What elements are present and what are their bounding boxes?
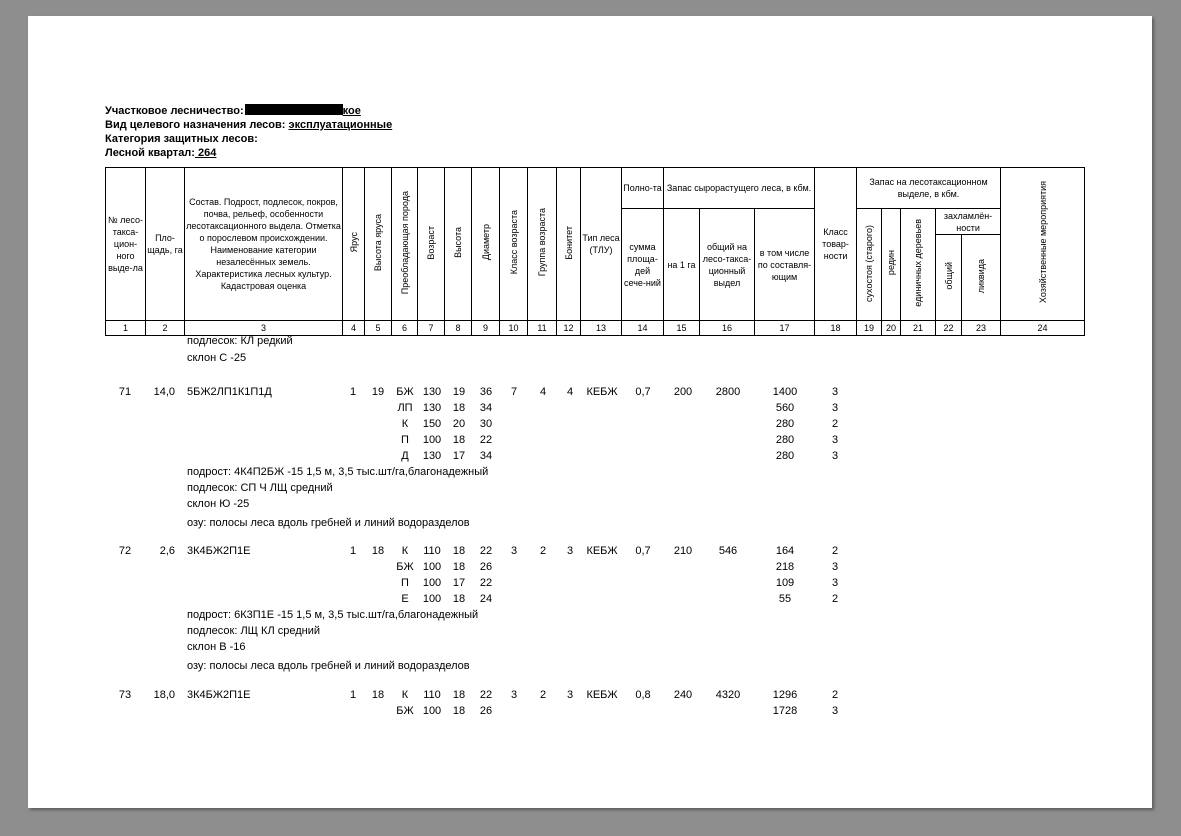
vydel-note: подлесок: ЛЩ КЛ средний	[187, 625, 320, 638]
col-header-yarus-text: Ярус	[348, 232, 359, 253]
species-zapas: 280	[775, 450, 795, 462]
vydel-zapas-na1ga: 240	[673, 689, 693, 701]
species-vysota: 19	[452, 386, 466, 398]
col-header-vozrast	[418, 168, 445, 321]
species-vysota: 18	[452, 705, 466, 717]
species-diametr: 34	[479, 450, 493, 462]
species-poroda: П	[401, 434, 409, 446]
col-header-klass-vozrasta-text: Класс возраста	[508, 210, 519, 275]
col-header-poroda-text: Преобладающая порода	[399, 190, 410, 295]
species-poroda: К	[401, 545, 409, 557]
species-diametr: 36	[479, 386, 493, 398]
species-vysota: 18	[452, 593, 466, 605]
vydel-polnota: 0,7	[635, 545, 651, 557]
species-klass-tovarnosti: 3	[831, 450, 839, 462]
col-header-redin-text: редин	[886, 250, 897, 276]
species-diametr: 22	[479, 577, 493, 589]
col-header-na1ga: на 1 га	[664, 209, 700, 321]
species-vozrast: 130	[422, 386, 442, 398]
species-poroda: П	[401, 577, 409, 589]
vydel-tip-lesa: КЕБЖ	[586, 689, 618, 701]
col-header-redin	[882, 209, 901, 321]
species-zapas: 218	[775, 561, 795, 573]
column-number: 7	[418, 321, 445, 336]
vydel-klass-vozrasta: 3	[510, 689, 518, 701]
vydel-tip-lesa: КЕБЖ	[586, 386, 618, 398]
vydel-vys-yarusa: 18	[371, 689, 385, 701]
col-header-yarus	[343, 168, 365, 321]
species-vozrast: 150	[422, 418, 442, 430]
species-vozrast: 130	[422, 450, 442, 462]
kategoriya-label: Категория защитных лесов:	[105, 133, 258, 145]
col-header-klass-vozrasta	[500, 168, 528, 321]
vydel-zapas-obshiy: 2800	[715, 386, 741, 398]
vydel-vys-yarusa: 18	[371, 545, 385, 557]
document-page	[28, 16, 1152, 808]
vydel-yarus: 1	[349, 386, 357, 398]
vydel-zapas-obshiy: 4320	[715, 689, 741, 701]
species-vozrast: 100	[422, 434, 442, 446]
col-header-gruppa	[528, 168, 557, 321]
column-number: 21	[901, 321, 936, 336]
col-header-klass-tovarnosti: Класс товар-ности	[815, 168, 857, 321]
species-diametr: 24	[479, 593, 493, 605]
species-vysota: 18	[452, 402, 466, 414]
col-header-likvida	[962, 235, 1001, 321]
col-header-area: Пло-щадь, га	[146, 168, 185, 321]
prev-podlesok: подлесок: КЛ редкий	[187, 335, 293, 347]
species-zapas: 280	[775, 418, 795, 430]
col-header-diametr	[472, 168, 500, 321]
table-header	[105, 167, 1085, 336]
vydel-vys-yarusa: 19	[371, 386, 385, 398]
species-klass-tovarnosti: 2	[831, 545, 839, 557]
column-number: 10	[500, 321, 528, 336]
redaction-bar	[245, 104, 343, 115]
col-header-sostavlyayushie: в том числе по составля-ющим	[755, 209, 815, 321]
vydel-number: 72	[118, 545, 132, 557]
species-vysota: 18	[452, 545, 466, 557]
column-number: 19	[857, 321, 882, 336]
col-header-diametr-text: Диаметр	[480, 224, 491, 261]
col-header-bonitet-text: Бонитет	[563, 225, 574, 260]
col-header-zapas-vydel: Запас на лесотаксационном выделе, в кбм.	[857, 168, 1001, 209]
species-vozrast: 100	[422, 593, 442, 605]
col-header-zahl: захламлён-ности	[936, 209, 1001, 235]
column-number: 3	[185, 321, 343, 336]
species-poroda: БЖ	[396, 386, 414, 398]
species-klass-tovarnosti: 3	[831, 705, 839, 717]
species-klass-tovarnosti: 2	[831, 418, 839, 430]
species-diametr: 22	[479, 689, 493, 701]
species-diametr: 22	[479, 434, 493, 446]
vydel-yarus: 1	[349, 545, 357, 557]
column-number: 23	[962, 321, 1001, 336]
vydel-note: подрост: 4К4П2БЖ -15 1,5 м, 3,5 тыс.шт/га,благонадежный	[187, 466, 489, 478]
col-header-vys-yarusa	[365, 168, 392, 321]
column-number: 12	[557, 321, 581, 336]
column-number: 4	[343, 321, 365, 336]
species-vysota: 17	[452, 450, 466, 462]
species-diametr: 26	[479, 705, 493, 717]
vydel-note: склон В -16	[187, 641, 246, 654]
species-vozrast: 110	[423, 545, 441, 557]
kvartal-label: Лесной квартал:	[105, 147, 195, 159]
col-header-vydel: № лесо-такса-цион-ного выде-ла	[106, 168, 146, 321]
col-header-bonitet	[557, 168, 581, 321]
species-zapas: 1296	[772, 689, 798, 701]
vydel-area: 18,0	[153, 689, 175, 701]
col-header-meropriyatiya	[1001, 168, 1085, 321]
column-number: 13	[581, 321, 622, 336]
col-header-obshiy: общий на лесо-такса-ционный выдел	[700, 209, 755, 321]
vydel-yarus: 1	[349, 689, 357, 701]
vydel-sostav: 3К4БЖ2П1Е	[187, 545, 251, 557]
species-poroda: БЖ	[396, 561, 414, 573]
col-header-edinichnyh-text: единичных деревьев	[913, 219, 924, 307]
species-vozrast: 100	[422, 705, 442, 717]
col-header-suhostoy	[857, 209, 882, 321]
species-poroda: К	[401, 418, 409, 430]
species-vozrast: 110	[423, 689, 441, 701]
col-header-zahl-obshiy-text: общий	[943, 262, 954, 290]
species-klass-tovarnosti: 3	[831, 386, 839, 398]
vid-value: эксплуатационные	[288, 119, 393, 131]
column-number: 24	[1001, 321, 1085, 336]
col-header-likvida-text: ликвида	[976, 258, 987, 294]
col-header-vysota	[445, 168, 472, 321]
species-poroda: К	[401, 689, 409, 701]
species-poroda: БЖ	[396, 705, 414, 717]
species-diametr: 30	[479, 418, 493, 430]
column-number: 14	[622, 321, 664, 336]
vydel-area: 14,0	[153, 386, 175, 398]
column-number: 20	[882, 321, 901, 336]
species-klass-tovarnosti: 3	[831, 577, 839, 589]
vydel-bonitet: 3	[566, 689, 574, 701]
column-number: 1	[106, 321, 146, 336]
vydel-note: подрост: 6К3П1Е -15 1,5 м, 3,5 тыс.шт/га,благонадежный	[187, 609, 479, 621]
vydel-gruppa: 4	[539, 386, 547, 398]
col-header-vysota-text: Высота	[453, 227, 463, 258]
vydel-number: 73	[118, 689, 132, 701]
species-vozrast: 130	[422, 402, 442, 414]
vydel-polnota: 0,7	[635, 386, 651, 398]
vydel-polnota: 0,8	[635, 689, 651, 701]
col-header-gruppa-text: Группа возраста	[537, 208, 547, 277]
vydel-bonitet: 4	[566, 386, 574, 398]
species-vozrast: 100	[422, 577, 442, 589]
vydel-sostav: 3К4БЖ2П1Е	[187, 689, 251, 701]
column-number: 15	[664, 321, 700, 336]
col-header-meropriyatiya-text: Хозяйственные мероприятия	[1037, 181, 1048, 304]
vydel-note: склон Ю -25	[187, 498, 250, 511]
col-header-sostav: Состав. Подрост, подлесок, покров, почва, рельеф, особенности лесотаксационного выдела. Отметка о порослевом происхождении. Наименование категории незалесённых земель. Характеристика лесных культур. Кадастровая оценка	[185, 168, 343, 321]
species-zapas: 560	[775, 402, 795, 414]
species-diametr: 22	[479, 545, 493, 557]
column-number: 11	[528, 321, 557, 336]
column-number: 6	[392, 321, 418, 336]
vydel-zapas-na1ga: 210	[673, 545, 693, 557]
document-header	[105, 104, 392, 160]
kvartal-value: 264	[194, 147, 217, 159]
species-klass-tovarnosti: 3	[831, 434, 839, 446]
species-klass-tovarnosti: 3	[831, 402, 839, 414]
lesnichestvo-tail: кое	[342, 105, 361, 117]
vydel-area: 2,6	[159, 545, 175, 557]
species-diametr: 34	[479, 402, 493, 414]
col-header-zapas: Запас сырорастущего леса, в кбм.	[664, 168, 815, 209]
species-poroda: ЛП	[397, 402, 413, 414]
species-zapas: 109	[775, 577, 795, 589]
vydel-gruppa: 2	[539, 689, 547, 701]
species-vysota: 18	[452, 561, 466, 573]
species-vysota: 20	[452, 418, 466, 430]
col-header-suhostoy-text: сухостоя (старого)	[864, 224, 875, 302]
col-header-vys-yarusa-text: Высота яруса	[373, 213, 383, 272]
column-number: 22	[936, 321, 962, 336]
col-header-polnota: Полно-та	[622, 168, 664, 209]
species-klass-tovarnosti: 3	[831, 561, 839, 573]
lesnichestvo-label: Участковое лесничество:	[105, 105, 244, 117]
kvartal-row	[105, 146, 392, 160]
vid-label: Вид целевого назначения лесов:	[105, 119, 289, 131]
column-number: 2	[146, 321, 185, 336]
vid-row	[105, 118, 392, 132]
column-number: 17	[755, 321, 815, 336]
species-klass-tovarnosti: 2	[831, 593, 839, 605]
species-vysota: 18	[452, 434, 466, 446]
lesnichestvo-row	[105, 104, 392, 118]
vydel-note: озу: полосы леса вдоль гребней и линий водоразделов	[187, 516, 470, 529]
species-zapas: 280	[775, 434, 795, 446]
vydel-gruppa: 2	[539, 545, 547, 557]
species-zapas: 164	[775, 545, 795, 557]
col-header-poroda	[392, 168, 418, 321]
column-number: 8	[445, 321, 472, 336]
col-header-summa: сумма площа-дей сече-ний	[622, 209, 664, 321]
vydel-tip-lesa: КЕБЖ	[586, 545, 618, 557]
species-klass-tovarnosti: 2	[831, 689, 839, 701]
kategoriya-row	[105, 132, 392, 146]
species-zapas: 1728	[772, 705, 798, 717]
column-number: 9	[472, 321, 500, 336]
vydel-sostav: 5БЖ2ЛП1К1П1Д	[187, 386, 272, 398]
prev-sklon: склон С -25	[187, 352, 247, 364]
vydel-number: 71	[118, 386, 132, 398]
column-number: 16	[700, 321, 755, 336]
col-header-tip: Тип леса (ТЛУ)	[581, 168, 622, 321]
vydel-klass-vozrasta: 3	[510, 545, 518, 557]
vydel-klass-vozrasta: 7	[510, 386, 518, 398]
species-vozrast: 100	[422, 561, 442, 573]
col-header-zahl-obshiy	[936, 235, 962, 321]
vydel-zapas-na1ga: 200	[673, 386, 693, 398]
col-header-edinichnyh	[901, 209, 936, 321]
column-number: 18	[815, 321, 857, 336]
species-zapas: 55	[778, 593, 792, 605]
species-vysota: 17	[452, 577, 466, 589]
species-zapas: 1400	[772, 386, 798, 398]
species-poroda: Е	[401, 593, 409, 605]
column-number: 5	[365, 321, 392, 336]
vydel-note: подлесок: СП Ч ЛЩ средний	[187, 482, 333, 495]
species-poroda: Д	[401, 450, 409, 462]
vydel-note: озу: полосы леса вдоль гребней и линий водоразделов	[187, 659, 470, 672]
vydel-bonitet: 3	[566, 545, 574, 557]
vydel-zapas-obshiy: 546	[718, 545, 738, 557]
species-vysota: 18	[452, 689, 466, 701]
species-diametr: 26	[479, 561, 493, 573]
col-header-vozrast-text: Возраст	[426, 225, 436, 260]
